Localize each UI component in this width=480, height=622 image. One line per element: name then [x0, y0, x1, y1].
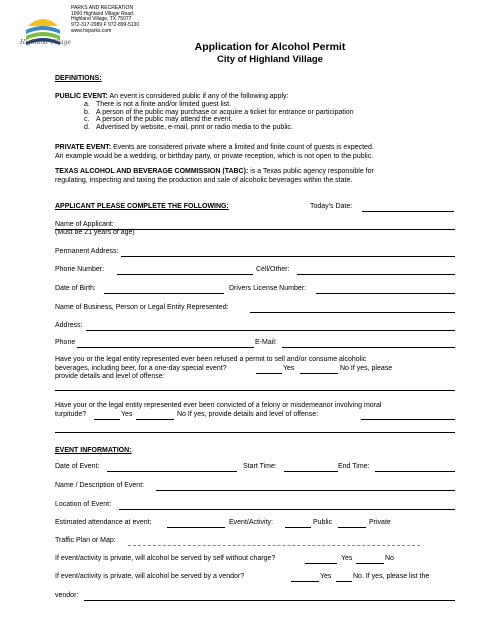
email-label: E-Mail: [255, 339, 277, 346]
address-line: Highland Village, TX 75077 [71, 16, 132, 23]
vendor-no-label: No. If yes, please list the [353, 573, 430, 580]
permanent-address-field[interactable] [121, 256, 455, 257]
phone-field[interactable] [117, 274, 253, 275]
public-criteria-list [84, 101, 354, 131]
email-field[interactable] [282, 347, 455, 348]
felony-no-label: No If yes, provide details and level of offense: [177, 410, 319, 418]
business-field[interactable] [250, 312, 455, 313]
department-name: PARKS AND RECREATION [71, 5, 134, 11]
felony-details-field-2[interactable] [55, 432, 455, 433]
todays-date-label: Today's Date: [310, 203, 353, 210]
page-title: Application for Alcohol Permit [194, 41, 346, 53]
page-subtitle: City of Highland Village [217, 54, 323, 65]
phone-fax: 972-317-2989 F 972-899-5130 [71, 22, 140, 29]
permanent-address-label: Permanent Address: [55, 248, 119, 255]
refused-no-field[interactable] [300, 373, 338, 374]
address2-label: Address: [55, 322, 83, 329]
definitions-heading: DEFINITIONS: [55, 75, 102, 82]
self-no-field[interactable] [356, 563, 384, 564]
phone2-field[interactable] [77, 347, 254, 348]
activity-label: Event/Activity: [229, 519, 273, 526]
traffic-plan-field[interactable] [128, 545, 420, 546]
self-serve-question: If event/activity is private, will alcohol be served by self without charge? [55, 555, 276, 562]
list-item: b. A person of the public may purchase or acquire a ticket for entrance or participation [84, 108, 354, 116]
cell-field[interactable] [297, 274, 455, 275]
traffic-plan-label: Traffic Plan or Map: [55, 537, 116, 544]
self-yes-label: Yes [341, 555, 353, 562]
refused-permit-question: Have you or the legal entity represented ever been refused a permit to sell and/or consume alcoholic beverages, including beer, for a one-day special event? provide details and level of offense: [55, 356, 367, 381]
phone-label: Phone Number: [55, 266, 105, 273]
end-time-label: End Time: [338, 463, 370, 470]
phone2-label: Phone [55, 339, 76, 346]
logo-text: Highland Village [20, 39, 71, 46]
age-note: (Must be 21 years of age) [55, 229, 135, 236]
website: www.hvparks.com [71, 27, 112, 34]
felony-details-field[interactable] [361, 419, 455, 420]
vendor-yes-field[interactable] [291, 581, 319, 582]
refused-details-field[interactable] [55, 390, 455, 391]
list-item: d. Advertised by website, e-mail, print or radio media to the public. [84, 123, 293, 131]
felony-yes-field[interactable] [94, 419, 120, 420]
event-location-label: Location of Event: [55, 501, 112, 508]
list-item: c. A person of the public may attend the event. [84, 116, 233, 124]
applicant-name-label: Name of Applicant: [55, 221, 114, 228]
felony-question: Have your or the legal entity represented ever been convicted of a felony or misdemeanor involving moral turpitude? [55, 402, 382, 418]
self-yes-field[interactable] [305, 563, 337, 564]
event-heading: EVENT INFORMATION: [55, 447, 132, 454]
end-time-field[interactable] [375, 471, 455, 472]
cell-label: Cell/Other: [256, 266, 290, 273]
refused-yes-label: Yes [283, 364, 295, 372]
felony-yes-label: Yes [121, 410, 133, 418]
event-date-label: Date of Event: [55, 463, 100, 470]
applicant-heading: APPLICANT PLEASE COMPLETE THE FOLLOWING: [55, 203, 229, 210]
felony-no-field[interactable] [136, 419, 174, 420]
license-label: Drivers License Number: [229, 285, 307, 292]
business-label: Name of Business, Person or Legal Entity Represented: [55, 304, 229, 311]
todays-date-field[interactable] [362, 211, 454, 212]
private-event-definition: PRIVATE EVENT: Events are considered private where a limited and finite count of guests is expected. An example would be a wedding, or birthday party, or private reception, which is not open to the public. [55, 144, 374, 160]
license-field[interactable] [316, 293, 455, 294]
refused-no-label: No If yes, please [340, 364, 393, 372]
private-field[interactable] [338, 527, 366, 528]
event-date-field[interactable] [107, 471, 237, 472]
address2-field[interactable] [86, 330, 455, 331]
refused-yes-field[interactable] [256, 373, 282, 374]
public-field[interactable] [285, 527, 311, 528]
event-location-field[interactable] [119, 509, 455, 510]
department-address [71, 6, 139, 35]
vendor-field[interactable] [84, 600, 455, 601]
vendor-question: If event/activity is private, will alcohol be served by a vendor? [55, 573, 245, 580]
start-time-label: Start Time: [243, 463, 277, 470]
public-label: Public [313, 519, 333, 526]
private-label: Private [369, 519, 391, 526]
self-no-label: No [385, 555, 394, 562]
event-name-field[interactable] [156, 490, 455, 491]
attendance-field[interactable] [167, 527, 225, 528]
address-line: 1000 Highland Village Road [71, 10, 133, 17]
vendor-yes-label: Yes [320, 573, 332, 580]
public-event-definition: PUBLIC EVENT: An event is considered public if any of the following apply: [55, 93, 289, 100]
vendor-no-field[interactable] [336, 581, 352, 582]
list-item: a. There is not a finite and/or limited guest list. [84, 101, 232, 108]
attendance-label: Estimated attendance at event: [55, 519, 152, 526]
dob-label: Date of Birth: [55, 285, 96, 292]
start-time-field[interactable] [284, 471, 338, 472]
tabc-definition: TEXAS ALCOHOL AND BEVERAGE COMMISSION (TABC): is a Texas public agency responsible for regulating, inspecting and taxing the production and sale of alcoholic beverages within the state. [55, 168, 374, 184]
vendor-label: vendor: [55, 592, 79, 599]
event-name-label: Name / Description of Event: [55, 482, 145, 489]
dob-field[interactable] [104, 293, 224, 294]
